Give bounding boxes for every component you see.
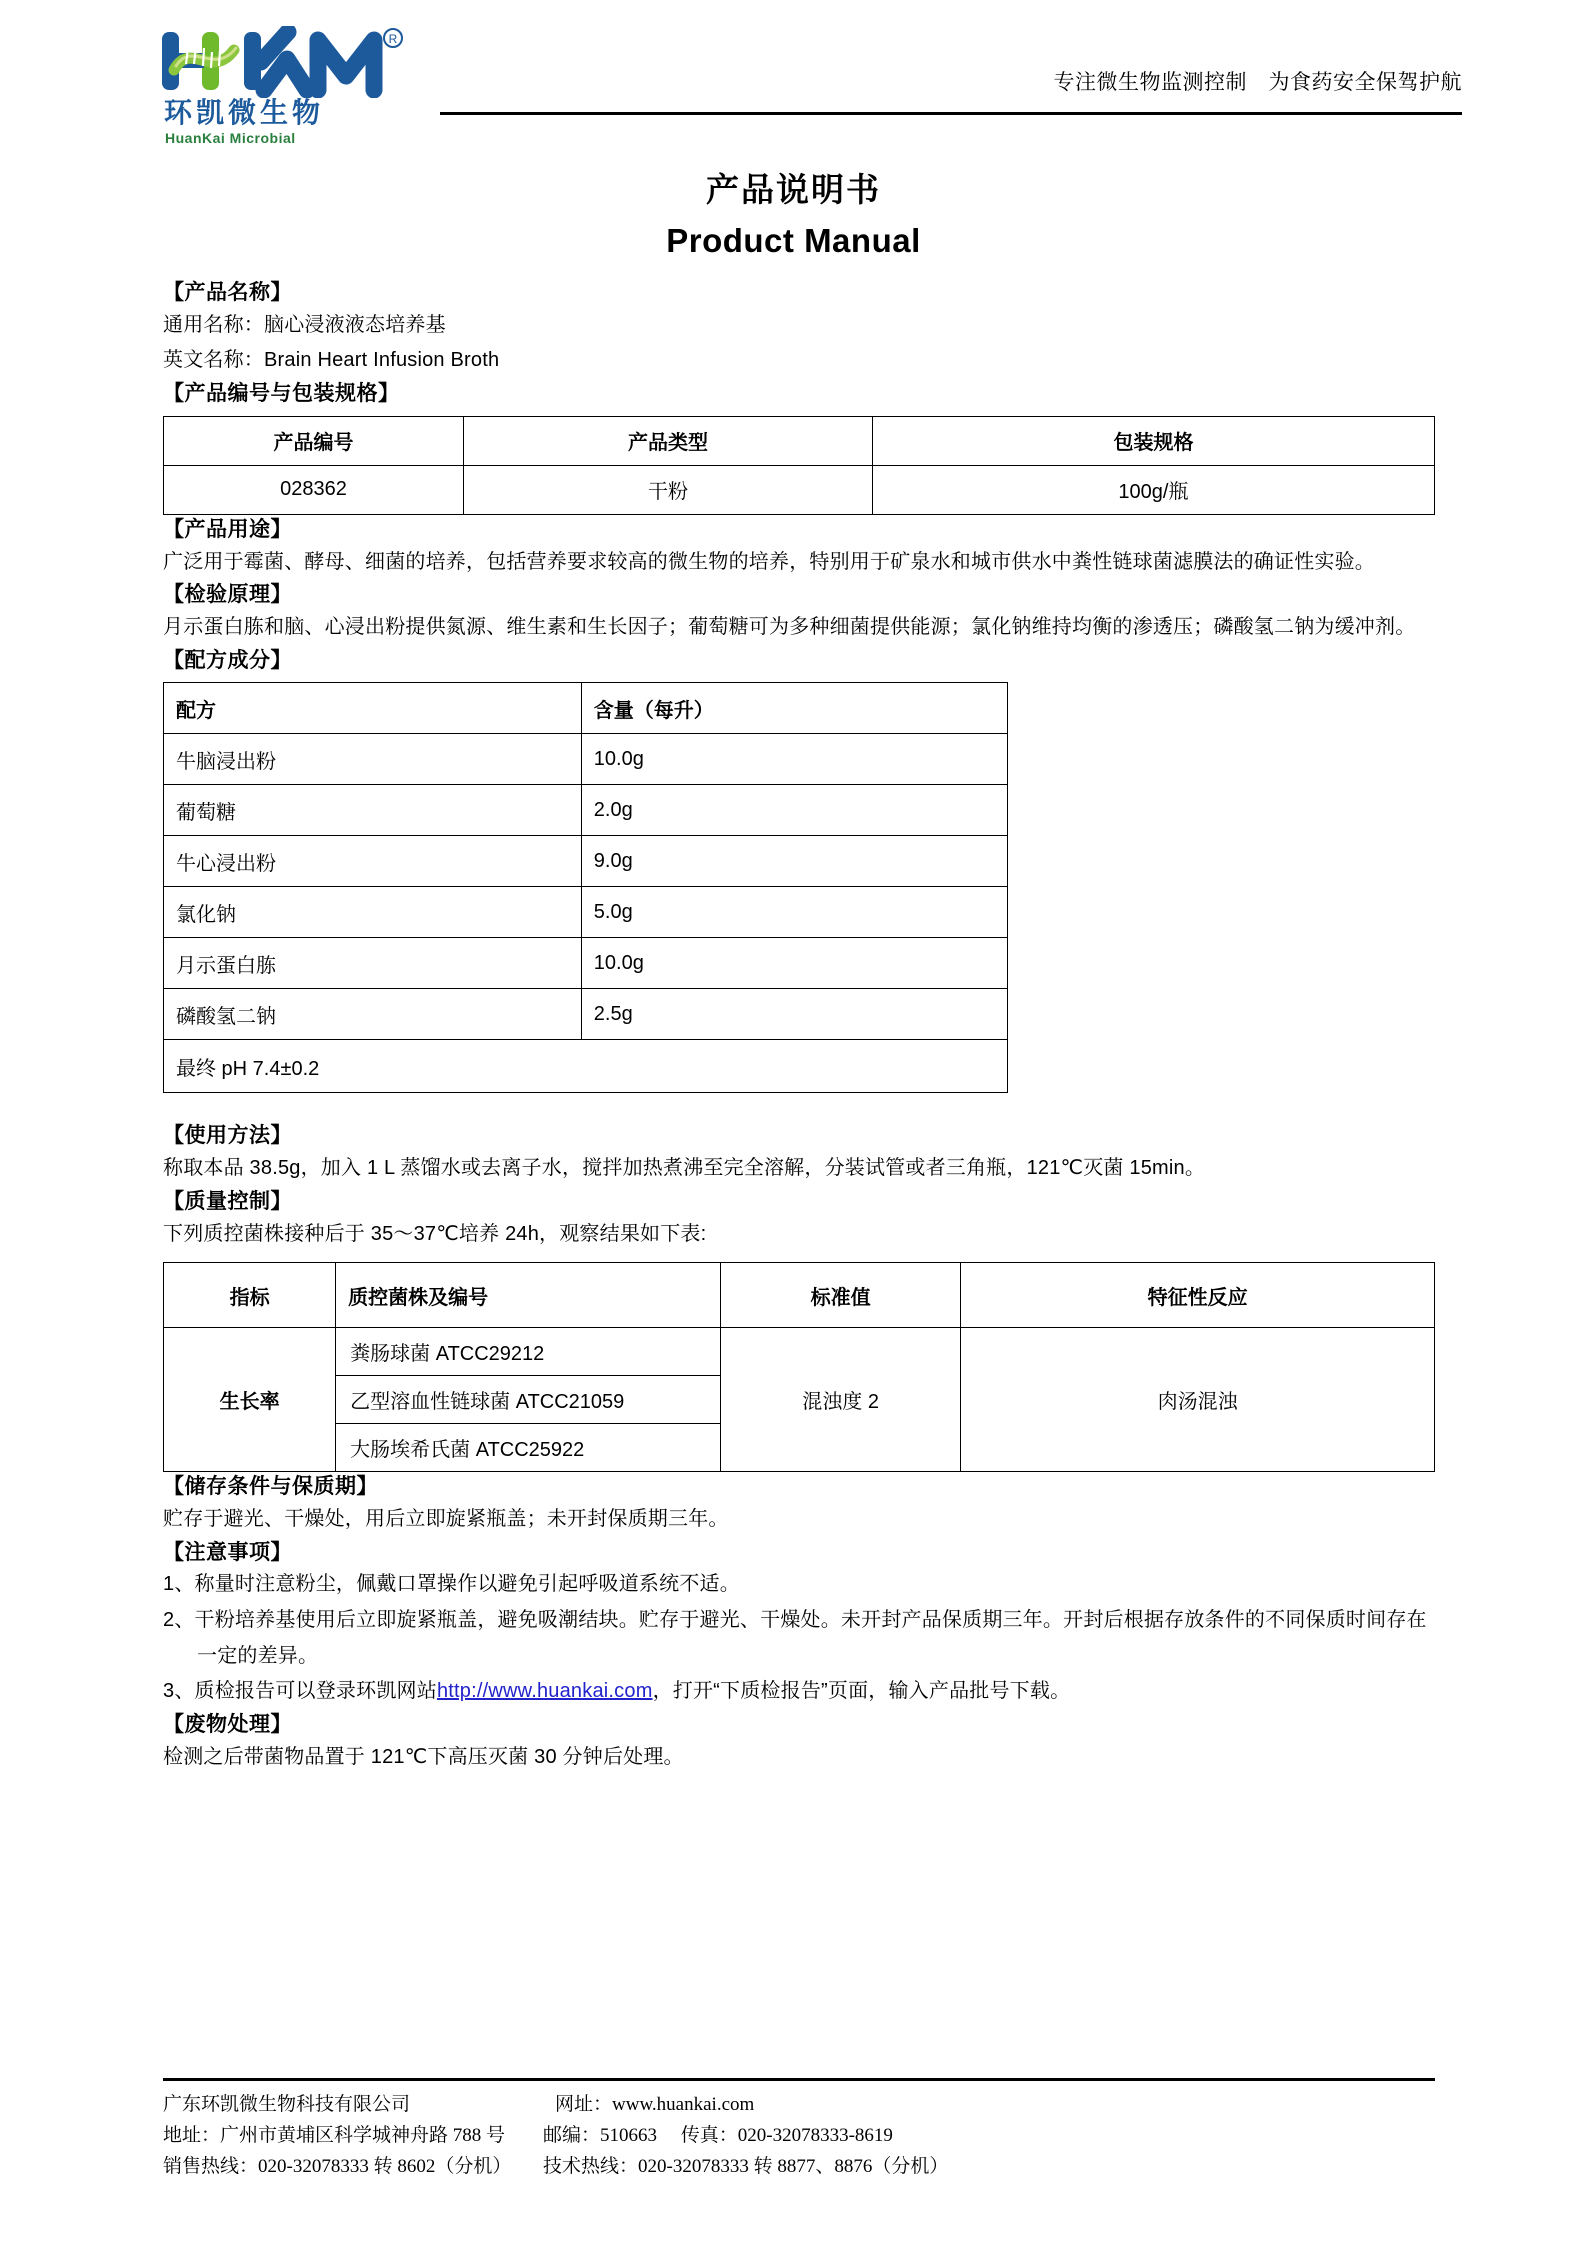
cell-standard-value: 混浊度 2 [720, 1328, 960, 1472]
note-item-3 [163, 1674, 1435, 1710]
table-row [164, 465, 1435, 514]
table-row-ph [164, 1040, 1008, 1093]
footer-company-name: 广东环凯微生物科技有限公司 [163, 2094, 411, 2115]
footer-sales-hotline: 销售热线：020-32078333 转 8602（分机） [163, 2155, 512, 2177]
table-row [164, 1328, 1435, 1376]
section-heading-principle: 【检验原理】 [163, 583, 292, 607]
note-item-3-prefix: 3、质检报告可以登录环凯网站 [163, 1680, 437, 1703]
section-heading-notes: 【注意事项】 [163, 1540, 292, 1564]
footer-website: 网址：www.huankai.com [555, 2094, 755, 2115]
column-header-amount: 含量（每升） [581, 683, 1007, 734]
table-row [164, 887, 1008, 938]
cell-ingredient: 牛脑浸出粉 [164, 734, 582, 785]
column-header-formula: 配方 [164, 683, 582, 734]
cell-amount: 10.0g [581, 938, 1007, 989]
section-heading-product-code: 【产品编号与包装规格】 [163, 382, 400, 405]
table-row [164, 836, 1008, 887]
table-header-row [164, 416, 1435, 465]
cell-amount: 5.0g [581, 887, 1007, 938]
cell-strain: 粪肠球菌 ATCC29212 [336, 1328, 721, 1376]
table-row [164, 785, 1008, 836]
footer-contact-block [163, 2090, 1435, 2182]
cell-amount: 2.5g [581, 989, 1007, 1040]
document-body [163, 278, 1435, 1775]
page-header [0, 0, 1587, 150]
footer-row [163, 2090, 1435, 2121]
cell-package-spec: 100g/瓶 [872, 465, 1434, 514]
method-text: 称取本品 38.5g，加入 1 L 蒸馏水或去离子水，搅拌加热煮沸至完全溶解，分装试管或者三角瓶，121℃灭菌 15min。 [163, 1157, 1206, 1180]
cell-index-growth-rate: 生长率 [164, 1328, 336, 1472]
column-header-reaction: 特征性反应 [961, 1263, 1435, 1328]
storage-text: 贮存于避光、干燥处，用后立即旋紧瓶盖；未开封保质期三年。 [163, 1508, 729, 1531]
cell-amount: 2.0g [581, 785, 1007, 836]
cell-ingredient: 磷酸氢二钠 [164, 989, 582, 1040]
section-heading-purpose: 【产品用途】 [163, 517, 292, 541]
cell-ingredient: 葡萄糖 [164, 785, 582, 836]
cell-product-code: 028362 [164, 465, 464, 514]
english-name-line: 英文名称：Brain Heart Infusion Broth [163, 349, 500, 372]
cell-ingredient: 氯化钠 [164, 887, 582, 938]
footer-tech-hotline: 技术热线：020-32078333 转 8877、8876（分机） [543, 2155, 949, 2177]
footer-postcode-fax: 邮编：510663 传真：020-32078333-8619 [543, 2124, 893, 2146]
table-header-row [164, 1263, 1435, 1328]
footer-divider [163, 2078, 1435, 2081]
table-row [164, 734, 1008, 785]
table-row [164, 938, 1008, 989]
note-item-2: 2、干粉培养基使用后立即旋紧瓶盖，避免吸潮结块。贮存于避光、干燥处。未开封产品保质期三年。开封后根据存放条件的不同保质时间存在一定的差异。 [163, 1609, 1427, 1667]
section-heading-storage: 【储存条件与保质期】 [163, 1475, 378, 1499]
note-item-3-suffix: ，打开“下质检报告”页面，输入产品批号下载。 [652, 1680, 1071, 1703]
footer-address: 地址：广州市黄埔区科学城神舟路 788 号 [163, 2124, 506, 2146]
cell-ingredient: 月示蛋白胨 [164, 938, 582, 989]
column-header-strain: 质控菌株及编号 [336, 1263, 721, 1328]
page-footer [163, 2078, 1435, 2182]
company-logo [160, 26, 430, 146]
page-title-english: Product Manual [666, 222, 921, 259]
column-header-package-spec: 包装规格 [872, 416, 1434, 465]
huankai-website-link[interactable]: http://www.huankai.com [436, 1680, 653, 1703]
table-header-row [164, 683, 1008, 734]
column-header-product-code: 产品编号 [164, 416, 464, 465]
cell-product-type: 干粉 [464, 465, 873, 514]
note-item-1: 1、称量时注意粉尘，佩戴口罩操作以避免引起呼吸道系统不适。 [163, 1573, 740, 1596]
section-heading-quality-control: 【质量控制】 [163, 1189, 292, 1213]
column-header-index: 指标 [164, 1263, 336, 1328]
cell-strain: 乙型溶血性链球菌 ATCC21059 [336, 1376, 721, 1424]
page-title-chinese: 产品说明书 [706, 171, 881, 208]
product-spec-table [163, 416, 1435, 515]
logo-chinese-name: 环凯微生物 [164, 97, 325, 128]
cell-amount: 10.0g [581, 734, 1007, 785]
principle-text: 月示蛋白胨和脑、心浸出粉提供氮源、维生素和生长因子；葡萄糖可为多种细菌提供能源；氯化钠维持均衡的渗透压；磷酸氢二钠为缓冲剂。 [163, 616, 1416, 639]
footer-row [163, 2152, 1435, 2183]
cell-ph-note: 最终 pH 7.4±0.2 [164, 1040, 1008, 1093]
logo-english-name: HuanKai Microbial [165, 130, 296, 146]
cell-amount: 9.0g [581, 836, 1007, 887]
header-divider [440, 112, 1462, 115]
cell-ingredient: 牛心浸出粉 [164, 836, 582, 887]
waste-text: 检测之后带菌物品置于 121℃下高压灭菌 30 分钟后处理。 [163, 1745, 684, 1768]
section-heading-product-name: 【产品名称】 [163, 281, 292, 304]
footer-row [163, 2121, 1435, 2152]
cell-strain: 大肠埃希氏菌 ATCC25922 [336, 1424, 721, 1472]
column-header-standard: 标准值 [720, 1263, 960, 1328]
purpose-text: 广泛用于霉菌、酵母、细菌的培养，包括营养要求较高的微生物的培养，特别用于矿泉水和城市供水中粪性链球菌滤膜法的确证性实验。 [163, 550, 1375, 573]
section-heading-waste: 【废物处理】 [163, 1712, 292, 1736]
quality-control-table [163, 1262, 1435, 1472]
header-tagline: 专注微生物监测控制 为食药安全保驾护航 [1053, 71, 1462, 94]
quality-control-intro: 下列质控菌株接种后于 35～37℃培养 24h，观察结果如下表: [163, 1222, 707, 1245]
generic-name-line: 通用名称：脑心浸液液态培养基 [163, 313, 446, 336]
hkm-logo-icon [160, 26, 430, 98]
section-heading-formula: 【配方成分】 [163, 648, 292, 672]
section-heading-method: 【使用方法】 [163, 1124, 292, 1148]
svg-text:R: R [388, 32, 398, 46]
column-header-product-type: 产品类型 [464, 416, 873, 465]
cell-characteristic-reaction: 肉汤混浊 [961, 1328, 1435, 1472]
formula-table [163, 682, 1008, 1093]
table-row [164, 989, 1008, 1040]
